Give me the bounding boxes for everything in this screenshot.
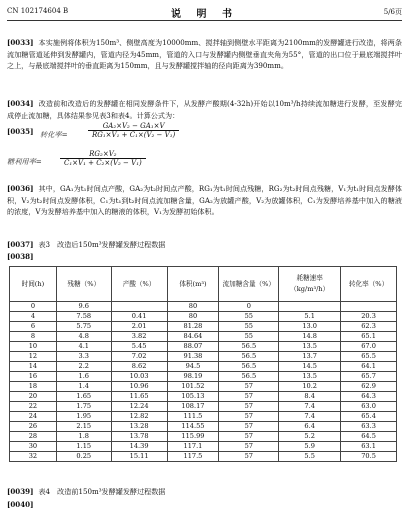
table-cell: 16 [10,372,57,382]
table-cell: 13.78 [111,432,167,442]
table-cell: 14.5 [279,362,341,372]
table-cell: 67.0 [341,342,397,352]
formula-label-sugar-utilization: 糖利用率= [7,157,42,166]
table-row [10,332,397,342]
table-cell [279,302,341,312]
formula-denominator: RG₁×V₁ + C₁×(V₂ − V₁) [88,130,179,139]
table-cell: 1.15 [56,442,111,452]
table-cell: 13.5 [279,342,341,352]
table-row [10,452,397,462]
table-row [10,302,397,312]
paragraph-0038 [7,251,402,263]
paragraph-text: 本实施例将体积为150m³、侧壁高度为10000mm、搅拌轴到侧壁水平距离为2100mm的发酵罐进行改造，将两条流加糖管道延伸到发酵罐内，管道内径为45mm，管道的入口与发酵罐内侧壁垂直夹角为55°，管道的出口位于最底端搅拌叶之上，与最底端搅拌叶的垂直距离为150mm，且与发酵罐搅拌轴的径向距离为390mm。 [7,38,402,70]
formula-numerator: RG₂×V₂ [89,150,117,158]
table-cell: 8.62 [111,362,167,372]
table-cell: 30 [10,442,57,452]
table-cell: 115.99 [167,432,219,442]
table-cell: 13.7 [279,352,341,362]
table-cell: 65.5 [341,352,397,362]
doc-number: CN 102174604 B [7,7,69,15]
column-header: 流加糖含量（%） [219,267,279,302]
table-cell: 20.3 [341,312,397,322]
paragraph-number: [0036] [7,184,34,193]
page-number: 5/6页 [383,8,402,16]
table-cell: 11.65 [111,392,167,402]
paragraph-0034 [7,98,402,121]
table-row [10,312,397,322]
header-rule [7,20,402,21]
table-cell: 6 [10,322,57,332]
table-cell: 28 [10,432,57,442]
paragraph-number: [0038] [7,252,34,261]
table-cell: 114.55 [167,422,219,432]
table-cell: 64.5 [341,432,397,442]
table-cell: 1.95 [56,412,111,422]
table-cell: 63.1 [341,442,397,452]
table-cell: 10 [10,342,57,352]
paragraph-0036 [7,183,402,218]
table-cell: 117.5 [167,452,219,462]
table-cell: 55 [219,312,279,322]
table-cell: 108.17 [167,402,219,412]
table-cell: 1.65 [56,392,111,402]
table-cell: 56.5 [219,352,279,362]
table-cell: 70.5 [341,452,397,462]
table-cell: 10.96 [111,382,167,392]
table-body [10,302,397,462]
table-cell: 3.3 [56,352,111,362]
table-caption: 表4 改造前150m³发酵罐发酵过程数据 [38,487,166,496]
table-cell: 26 [10,422,57,432]
formula-sugar-utilization [60,150,146,167]
table-cell: 101.52 [167,382,219,392]
table-cell: 84.64 [167,332,219,342]
table-cell: 0.25 [56,452,111,462]
table-cell: 62.9 [341,382,397,392]
table-cell: 117.1 [167,442,219,452]
column-header: 体积(m³) [167,267,219,302]
table-cell: 65.4 [341,412,397,422]
table-cell: 7.4 [279,402,341,412]
table-cell: 14.8 [279,332,341,342]
paragraph-number: [0034] [7,99,34,108]
table-cell: 13.0 [279,322,341,332]
paragraph-text: 改造前和改造后的发酵罐在相同发酵条件下，从发酵产酸期(4-32h)开始以10m³/h持续流加糖进行发酵，至发酵完成停止流加糖，具体结果参见表3和表4。计算公式为： [7,99,402,120]
table-cell: 7.4 [279,412,341,422]
column-header: 时间(h) [10,267,57,302]
table-cell: 65.1 [341,332,397,342]
table-cell: 1.4 [56,382,111,392]
table-cell: 111.5 [167,412,219,422]
table-cell: 13.5 [279,372,341,382]
table-cell: 5.45 [111,342,167,352]
table-cell: 57 [219,412,279,422]
paragraph-number: [0040] [7,500,34,509]
table-cell: 20 [10,392,57,402]
column-header: 产酸（%） [111,267,167,302]
table-cell: 105.13 [167,392,219,402]
paragraph-number: [0035] [7,127,34,136]
table-cell: 12 [10,352,57,362]
fermentation-data-table [9,266,397,462]
table-cell: 80 [167,312,219,322]
column-header: 残糖（%） [56,267,111,302]
table-cell: 80 [167,302,219,312]
table-cell [111,302,167,312]
page-header [7,6,402,18]
table-cell: 2.2 [56,362,111,372]
formula-label-conversion: 转化率= [40,130,68,139]
table-cell: 57 [219,442,279,452]
table-cell: 57 [219,402,279,412]
table-row [10,392,397,402]
table-cell: 57 [219,382,279,392]
table-caption: 表3 改造后150m³发酵罐发酵过程数据 [38,240,166,249]
table-cell: 7.02 [111,352,167,362]
table-header-row [10,267,397,302]
table-row [10,422,397,432]
table-cell: 98.19 [167,372,219,382]
table-cell: 55 [219,322,279,332]
table-cell: 5.1 [279,312,341,322]
table-cell: 5.9 [279,442,341,452]
table-row [10,322,397,332]
column-header: 耗糖速率（kg/m³/h） [279,267,341,302]
table-cell: 18 [10,382,57,392]
table-cell: 0 [10,302,57,312]
table-cell: 56.5 [219,362,279,372]
table-row [10,382,397,392]
table-row [10,352,397,362]
table-cell: 14 [10,362,57,372]
table-cell: 91.38 [167,352,219,362]
table-cell: 0 [219,302,279,312]
table-cell: 15.11 [111,452,167,462]
table-cell: 1.8 [56,432,111,442]
table-cell: 56.5 [219,372,279,382]
table-cell: 5.2 [279,432,341,442]
table-cell: 32 [10,452,57,462]
table-cell: 7.58 [56,312,111,322]
table-cell: 8.4 [279,392,341,402]
table-cell: 4.8 [56,332,111,342]
table-cell: 1.75 [56,402,111,412]
paragraph-0033 [7,37,402,72]
table-cell: 5.5 [279,452,341,462]
table-cell: 4 [10,312,57,322]
table-cell: 1.6 [56,372,111,382]
doc-title: 说 明 书 [171,9,238,20]
table-cell: 63.3 [341,422,397,432]
paragraph-number: [0039] [7,487,34,496]
paragraph-0039 [7,486,402,498]
table-cell: 81.28 [167,322,219,332]
table-cell: 6.4 [279,422,341,432]
table-cell: 57 [219,392,279,402]
table-cell: 22 [10,402,57,412]
table-cell: 9.6 [56,302,111,312]
table-cell: 14.39 [111,442,167,452]
paragraph-0037 [7,239,402,251]
table-cell: 65.7 [341,372,397,382]
formula-numerator: GA₂×V₂ − GA₁×V [102,122,165,130]
table-row [10,342,397,352]
table-cell: 12.24 [111,402,167,412]
formula-denominator: C₁×V₁ + C₂×(V₂ − V₁) [60,158,146,167]
table-cell: 63.0 [341,402,397,412]
table-cell: 13.28 [111,422,167,432]
table-cell: 24 [10,412,57,422]
table-cell: 10.03 [111,372,167,382]
table-cell: 64.3 [341,392,397,402]
table-cell: 10.2 [279,382,341,392]
table-cell: 57 [219,432,279,442]
table-cell: 64.1 [341,362,397,372]
table-cell: 4.1 [56,342,111,352]
paragraph-number: [0033] [7,38,34,47]
table-row [10,432,397,442]
table-cell: 3.82 [111,332,167,342]
table-row [10,372,397,382]
paragraph-number: [0037] [7,240,34,249]
paragraph-text: 其中，GA₁为t₁时间点产酸，GA₂为t₂时间点产酸，RG₁为t₁时间点残糖，RG₂为t₂时间点残糖，V₁为t₁时间点发酵体积，V₂为t₂时间点发酵体积，C₁为t₁到t₂时间点流加糖含量，GA₂为放罐产酸，V₂为放罐体积，C₁为发酵培养基中加入的糖液的浓度，V为发酵培养基中加入的糖液的体积，V₁为发酵初始体积。 [7,184,402,216]
table-cell: 5.75 [56,322,111,332]
table-cell: 88.07 [167,342,219,352]
table-cell [341,302,397,312]
formula-conversion [88,122,179,139]
table-cell: 8 [10,332,57,342]
table-row [10,442,397,452]
table-cell: 57 [219,422,279,432]
paragraph-0040 [7,499,402,511]
table-cell: 55 [219,332,279,342]
table-cell: 0.41 [111,312,167,322]
table-cell: 12.82 [111,412,167,422]
table-row [10,402,397,412]
column-header: 转化率（%） [341,267,397,302]
table-cell: 62.3 [341,322,397,332]
table-cell: 57 [219,452,279,462]
table-row [10,362,397,372]
table-cell: 2.01 [111,322,167,332]
table-cell: 94.5 [167,362,219,372]
table-cell: 56.5 [219,342,279,352]
table-row [10,412,397,422]
table-cell: 2.15 [56,422,111,432]
